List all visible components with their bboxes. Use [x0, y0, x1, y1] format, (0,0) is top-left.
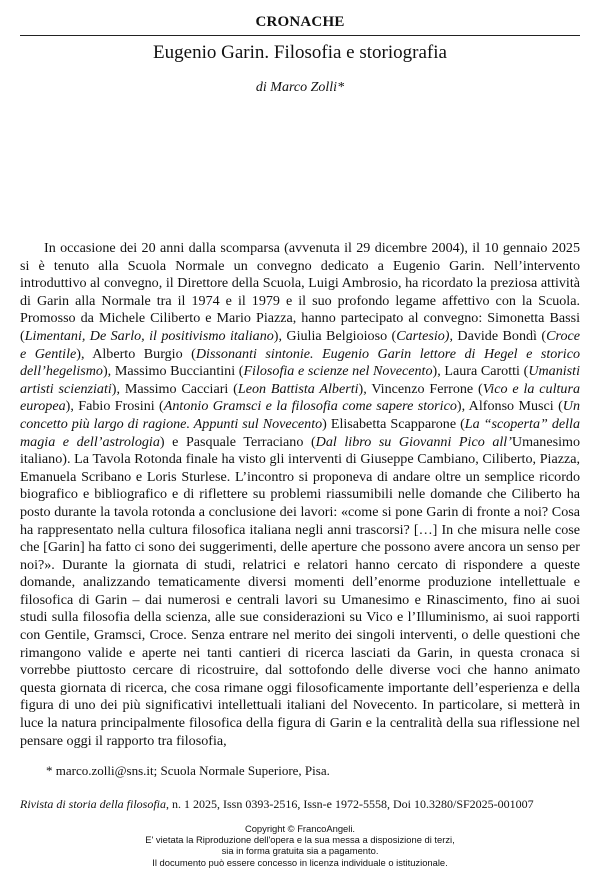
- journal-name: Rivista di storia della filosofia: [20, 797, 167, 811]
- article-title: Eugenio Garin. Filosofia e storiografia: [153, 42, 447, 63]
- copyright-notice: [20, 823, 580, 868]
- citation-details: , n. 1 2025, Issn 0393-2516, Issn-e 1972-5558, Doi 10.3280/SF2025-001007: [166, 797, 534, 811]
- body-paragraph: In occasione dei 20 anni dalla scomparsa (avvenuta il 29 dicembre 2004), il 10 gennaio 2025 si è tenuto alla Scuola Normale un convegno dedicato a Eugenio Garin. Nell’intervento introduttivo al convegno, il Direttore della Scuola, Luigi Ambrosio, ha ricordato la preziosa attività di Garin alla Normale tra il 1974 e il 1979 e il suo profondo legame affettivo con la Scuola. Promosso da Michele Ciliberto e Mario Piazza, hanno partecipato al convegno: Simonetta Bassi (Limentani, De Sarlo, il positivismo italiano), Giulia Belgioioso (Cartesio), Davide Bondì (Croce e Gentile), Alberto Burgio (Dissonanti sintonie. Eugenio Garin lettore di Hegel e storico dell’hegelismo), Massimo Bucciantini (Filosofia e scienze nel Novecento), Laura Carotti (Umanisti artisti scienziati), Massimo Cacciari (Leon Battista Alberti), Vincenzo Ferrone (Vico e la cultura europea), Fabio Frosini (Antonio Gramsci e la filosofia come sapere storico), Alfonso Musci (Un concetto più largo di ragione. Appunti sul Novecento) Elisabetta Scapparone (La “scoperta” della magia e dell’astrologia) e Pasquale Terraciano (Dal libro su Giovanni Pico all’Umanesimo italiano). La Tavola Rotonda finale ha visto gli interventi di Giuseppe Cambiano, Ciliberto, Piazza, Emanuela Scribano e Loris Sturlese. L’incontro si proponeva di andare oltre un semplice ricordo biografico e bibliografico e di riflettere su problemi riassumibili nelle domande che Ciliberto ha posto durante la tavola rotonda a conclusione dei lavori: «come si pone Garin di fronte a noi? Cosa ha rappresentato nella cultura filosofica italiana negli anni trascorsi? […] In che misura nelle cose che [Garin] ha fatto ci sono dei suggerimenti, delle aperture che possono avere ancora un senso per noi?». Durante la giornata di studi, relatrici e relatori hanno cercato di rispondere a queste domande, analizzando tematicamente diversi momenti dell’enorme produzione intellettuale e filosofica di Garin – dai numerosi e centrali lavori su Umanesimo e Rinascimento, fino ai suoi studi sulla filosofia della scienza, alle sue considerazioni su Vico e l’Illuminismo, ai suoi rapporti con Gentile, Gramsci, Croce. Senza entrare nel merito dei singoli interventi, o delle questioni che rimangono valide e aperte nei tanti cantieri di ricerca lasciati da Garin, in questa cronaca si vorrebbe piuttosto cercare di ricostruire, dal sottofondo delle diverse voci che hanno animato questa giornata di ricerca, che cosa rimane oggi filosoficamente importante dell’esperienza e della figura di uno dei più significativi intellettuali italiani del Novecento. In particolare, si metterà in luce la natura principalmente filosofica della figura di Garin e la centralità della sua riflessione nel pensare oggi il rapporto tra filosofia,: [20, 240, 581, 749]
- section-label: CRONACHE: [255, 14, 345, 30]
- header-divider: [20, 35, 580, 36]
- article-author: di Marco Zolli*: [255, 80, 345, 95]
- copyright-line: sia in forma gratuita sia a pagamento.: [221, 845, 379, 857]
- copyright-line: Copyright © FrancoAngeli.: [244, 823, 356, 834]
- copyright-line: E' vietata la Riproduzione dell'opera e la sua messa a disposizione di terzi,: [145, 834, 455, 846]
- copyright-line: Il documento può essere concesso in licenza individuale o istituzionale.: [152, 856, 448, 868]
- journal-citation: [20, 797, 590, 812]
- author-footnote: * marco.zolli@sns.it; Scuola Normale Superiore, Pisa.: [46, 763, 330, 778]
